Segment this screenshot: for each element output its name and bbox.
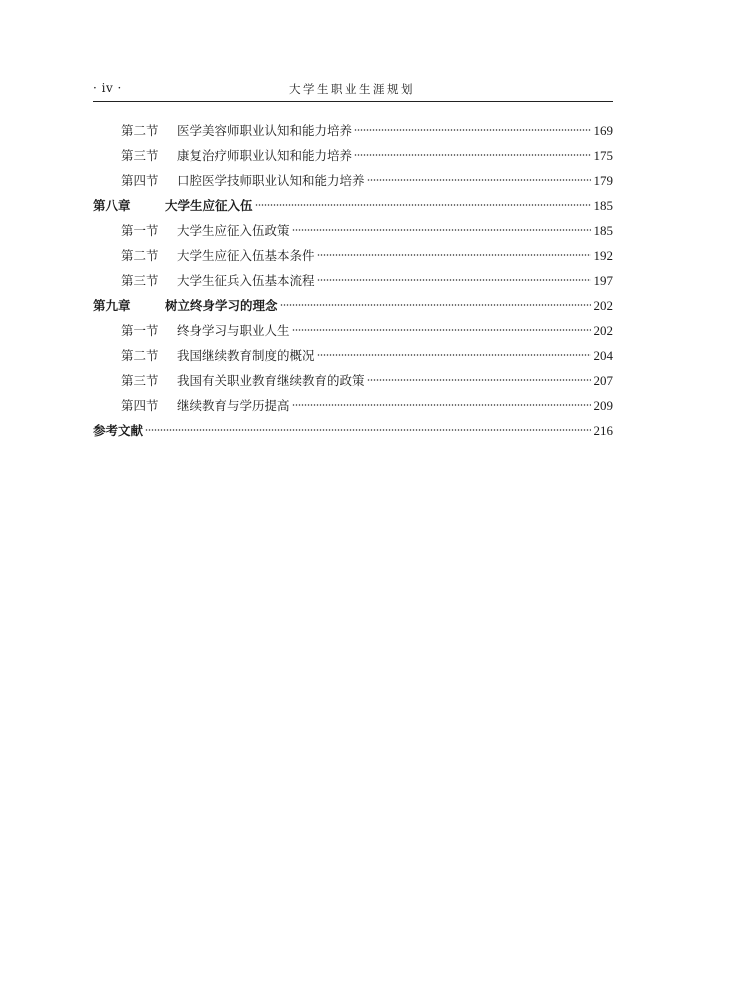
toc-entry-title: 大学生应征入伍政策 — [177, 223, 290, 238]
toc-entry-page-number: 185 — [593, 223, 613, 238]
toc-entry-page-number: 202 — [593, 298, 613, 313]
toc-entry-label: 第三节 — [121, 148, 159, 163]
toc-entry-title: 康复治疗师职业认知和能力培养 — [177, 148, 353, 163]
toc-entry-title: 继续教育与学历提高 — [177, 398, 290, 413]
toc-entry-title: 我国继续教育制度的概况 — [177, 348, 315, 363]
dot-leader — [145, 429, 591, 431]
toc-chapter-entry[interactable] — [93, 293, 613, 318]
toc-entry-label: 第三节 — [121, 373, 159, 388]
toc-entry-label: 第九章 — [93, 298, 131, 313]
dot-leader — [292, 329, 591, 331]
toc-section-entry[interactable] — [93, 143, 613, 168]
toc-section-entry[interactable] — [93, 268, 613, 293]
toc-entry-label: 第二节 — [121, 123, 159, 138]
dot-leader — [367, 379, 591, 381]
header-page-number: · iv · — [93, 81, 122, 95]
dot-leader — [280, 304, 591, 306]
toc-entry-page-number: 216 — [593, 423, 613, 438]
dot-leader — [317, 354, 591, 356]
toc-entry-title: 树立终身学习的理念 — [165, 298, 278, 313]
header-divider — [93, 101, 613, 102]
toc-section-entry[interactable] — [93, 168, 613, 193]
toc-entry-title: 大学生应征入伍 — [165, 198, 253, 213]
toc-section-entry[interactable] — [93, 368, 613, 393]
toc-entry-page-number: 209 — [593, 398, 613, 413]
dot-leader — [317, 279, 591, 281]
toc-entry-label: 第一节 — [121, 223, 159, 238]
dot-leader — [354, 129, 591, 131]
toc-entry-title: 大学生应征入伍基本条件 — [177, 248, 315, 263]
toc-entry-label: 第四节 — [121, 398, 159, 413]
toc-entry-label: 第四节 — [121, 173, 159, 188]
toc-section-entry[interactable] — [93, 243, 613, 268]
toc-section-entry[interactable] — [93, 318, 613, 343]
toc-entry-page-number: 204 — [593, 348, 613, 363]
toc-entry-page-number: 179 — [593, 173, 613, 188]
toc-entry-label: 第二节 — [121, 248, 159, 263]
dot-leader — [292, 229, 591, 231]
toc-entry-page-number: 202 — [593, 323, 613, 338]
toc-entry-page-number: 192 — [593, 248, 613, 263]
table-of-contents — [93, 118, 613, 443]
toc-section-entry[interactable] — [93, 218, 613, 243]
toc-entry-title: 口腔医学技师职业认知和能力培养 — [177, 173, 365, 188]
toc-entry-page-number: 169 — [593, 123, 613, 138]
toc-section-entry[interactable] — [93, 118, 613, 143]
toc-entry-label: 第八章 — [93, 198, 131, 213]
toc-entry-page-number: 207 — [593, 373, 613, 388]
dot-leader — [317, 254, 591, 256]
toc-entry-title: 参考文献 — [93, 423, 144, 438]
toc-entry-page-number: 185 — [593, 198, 613, 213]
header-book-title: 大学生职业生涯规划 — [289, 82, 415, 96]
running-header — [93, 80, 611, 100]
toc-entry-title: 我国有关职业教育继续教育的政策 — [177, 373, 365, 388]
dot-leader — [292, 404, 591, 406]
dot-leader — [354, 154, 591, 156]
toc-entry-page-number: 197 — [593, 273, 613, 288]
toc-entry-page-number: 175 — [593, 148, 613, 163]
dot-leader — [255, 204, 591, 206]
toc-section-entry[interactable] — [93, 393, 613, 418]
toc-entry-label: 第三节 — [121, 273, 159, 288]
toc-entry-label: 第二节 — [121, 348, 159, 363]
toc-entry-label: 第一节 — [121, 323, 159, 338]
toc-references-entry[interactable] — [93, 418, 613, 443]
toc-entry-title: 医学美容师职业认知和能力培养 — [177, 123, 353, 138]
toc-section-entry[interactable] — [93, 343, 613, 368]
toc-chapter-entry[interactable] — [93, 193, 613, 218]
toc-entry-title: 大学生征兵入伍基本流程 — [177, 273, 315, 288]
toc-entry-title: 终身学习与职业人生 — [177, 323, 290, 338]
dot-leader — [367, 179, 591, 181]
